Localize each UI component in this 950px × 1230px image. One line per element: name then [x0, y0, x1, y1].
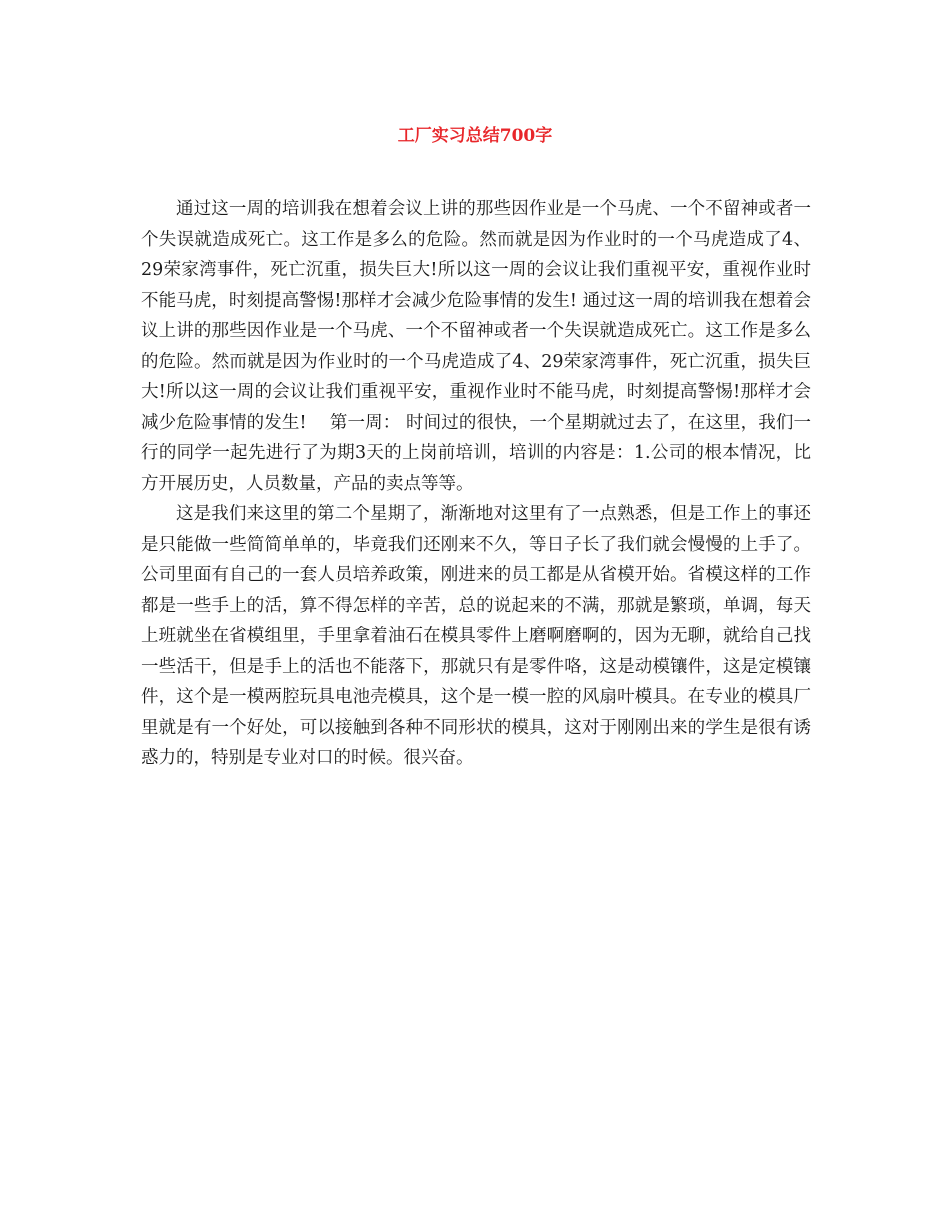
- document-title: 工厂实习总结700字: [397, 126, 553, 146]
- paragraph-2: 这是我们来这里的第二个星期了，渐渐地对这里有了一点熟悉，但是工作上的事还是只能做一些简简单单的，毕竟我们还刚来不久，等日子长了我们就会慢慢的上手了。公司里面有自己的一套人员培养政策，刚进来的员工都是从省模开始。省模这样的工作都是一些手上的活，算不得怎样的辛苦，总的说起来的不满，那就是繁琐，单调，每天上班就坐在省模组里，手里拿着油石在模具零件上磨啊磨啊的，因为无聊，就给自己找一些活干，但是手上的活也不能落下，那就只有是零件咯，这是动模镶件，这是定模镶件，这个是一模两腔玩具电池壳模具，这个是一模一腔的风扇叶模具。在专业的模具厂里就是有一个好处，可以接触到各种不同形状的模具，这对于刚刚出来的学生是很有诱惑力的，特别是专业对口的时候。很兴奋。: [141, 504, 811, 768]
- paragraph-1: 通过这一周的培训我在想着会议上讲的那些因作业是一个马虎、一个不留神或者一个失误就造成死亡。这工作是多么的危险。然而就是因为作业时的一个马虎造成了4、29荣家湾事件，死亡沉重，损失巨大!所以这一周的会议让我们重视平安，重视作业时不能马虎，时刻提高警惕!那样才会减少危险事情的发生! 通过这一周的培训我在想着会议上讲的那些因作业是一个马虎、一个不留神或者一个失误就造成死亡。这工作是多么的危险。然而就是因为作业时的一个马虎造成了4、29荣家湾事件，死亡沉重，损失巨大!所以这一周的会议让我们重视平安，重视作业时不能马虎，时刻提高警惕!那样才会减少危险事情的发生! 第一周： 时间过的很快，一个星期就过去了，在这里，我们一行的同学一起先进行了为期3天的上岗前培训，培训的内容是：1.公司的根本情况，比方开展历史，人员数量，产品的卖点等等。: [141, 199, 811, 494]
- document-body: [141, 194, 811, 774]
